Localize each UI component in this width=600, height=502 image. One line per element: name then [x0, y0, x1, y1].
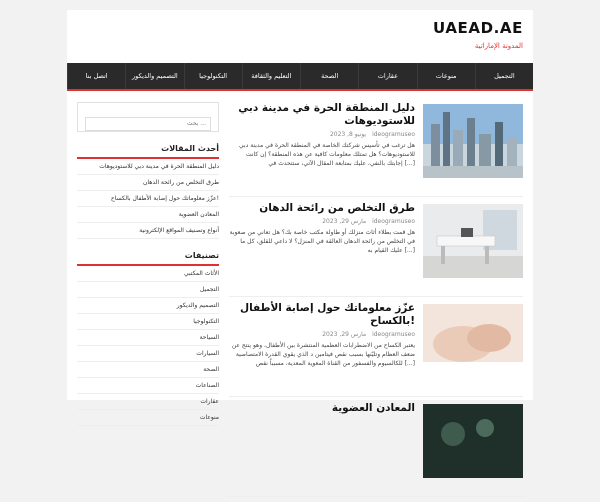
nav-item-health[interactable]: الصحة [300, 63, 358, 89]
category-link[interactable]: السيارات [77, 346, 219, 362]
post-body [229, 302, 415, 368]
post-thumbnail-child-hands[interactable] [423, 304, 523, 378]
post-meta [229, 331, 415, 338]
nav-item-real-estate[interactable]: عقارات [358, 63, 416, 89]
post-date: مارس 29, 2023 [322, 218, 367, 225]
nav-item-misc[interactable]: منوعات [417, 63, 475, 89]
recent-post-link[interactable]: دليل المنطقة الحرة في مدينة دبي للاستوديوهات [77, 159, 219, 175]
categories-title: تصنيفات [77, 251, 219, 266]
post-item [229, 102, 523, 197]
post-body [229, 202, 415, 255]
recent-post-link[interactable]: المعادن العضوية [77, 207, 219, 223]
post-excerpt: هل قمت بطلاء أثاث منزلك أو طاولة مكتب خاصة بك؟ هل تعاني من صعوبة في التخلص من رائحة الدهان العالقة في المنزل؟ لا داعي للقلق، كل ما عليك القيام به [...] [229, 229, 415, 254]
main-nav [67, 63, 533, 91]
recent-post-link[interactable]: طرق التخلص من رائحة الدهان [77, 175, 219, 191]
post-author[interactable]: ideogramuseo [372, 331, 415, 338]
post-excerpt: هل ترغب في تأسيس شركتك الخاصة في المنطقة الحرة في مدينة دبي للاستوديوهات؟ هل تمتلك معلومات كافية عن هذه المنطقة؟ إن كانت إجابتك بالنفي، عليك بمتابعة المقال الآتي، ستتحدث في [...] [238, 142, 415, 167]
category-link[interactable]: الصناعات [77, 378, 219, 394]
post-title[interactable]: المعادن العضوية [331, 402, 415, 414]
recent-posts-title: أحدث المقالات [77, 144, 219, 159]
category-link[interactable]: منوعات [77, 410, 219, 426]
post-date: مارس 29, 2023 [322, 331, 367, 338]
post-meta [229, 218, 415, 225]
post-title[interactable]: عزّز معلوماتك حول إصابة الأطفال بالكساح! [239, 302, 415, 327]
post-excerpt: يعتبر الكساح من الاضطرابات العظمية المنتشرة بين الأطفال، وهو ينتج عن ضعف العظام وتليّنها بسبب نقص فيتامين د الذي يقوي القدرة الامتصاصية للكالسيوم والفسفور من القناة المعوية المعدية، مسبباً نقص [...] [231, 342, 415, 367]
post-author[interactable]: ideogramuseo [372, 218, 415, 225]
post-title[interactable]: دليل المنطقة الحرة في مدينة دبي للاستوديوهات [238, 102, 415, 127]
category-link[interactable]: التصميم والديكور [77, 298, 219, 314]
category-link[interactable]: التكنولوجيا [77, 314, 219, 330]
site-header [67, 10, 533, 63]
nav-item-contact[interactable]: اتصل بنا [67, 63, 125, 89]
category-link[interactable]: التجميل [77, 282, 219, 298]
site-title[interactable]: UAEAD.AE [433, 19, 523, 37]
category-link[interactable]: الأثاث المكتبي [77, 266, 219, 282]
post-thumbnail-office[interactable] [423, 204, 523, 278]
sidebar [77, 102, 219, 426]
post-item [229, 402, 523, 497]
category-link[interactable]: عقارات [77, 394, 219, 410]
category-link[interactable]: السياحة [77, 330, 219, 346]
site-tagline: المدونة الإماراتية [474, 42, 523, 50]
recent-posts-list [77, 159, 219, 239]
nav-item-beauty[interactable]: التجميل [475, 63, 533, 89]
post-body [229, 102, 415, 168]
post-list [229, 102, 523, 502]
post-body [229, 402, 415, 415]
post-author[interactable]: ideogramuseo [372, 131, 415, 138]
search-widget [77, 102, 219, 132]
category-link[interactable]: الصحة [77, 362, 219, 378]
post-item [229, 302, 523, 397]
nav-item-education[interactable]: التعليم والثقافة [242, 63, 300, 89]
post-date: يونيو 8, 2023 [329, 131, 367, 138]
search-input[interactable] [85, 117, 211, 131]
page [67, 10, 533, 421]
categories-list [77, 266, 219, 426]
post-thumbnail-skyline[interactable] [423, 104, 523, 178]
post-title[interactable]: طرق التخلص من رائحة الدهان [259, 202, 415, 214]
recent-post-link[interactable]: عزّز معلوماتك حول إصابة الأطفال بالكساح! [77, 191, 219, 207]
post-meta [229, 131, 415, 138]
nav-item-technology[interactable]: التكنولوجيا [184, 63, 242, 89]
post-thumbnail-minerals[interactable] [423, 404, 523, 478]
recent-post-link[interactable]: أنواع وتصنيف المواقع الإلكترونية [77, 223, 219, 239]
nav-item-design[interactable]: التصميم والديكور [125, 63, 183, 89]
post-item [229, 202, 523, 297]
